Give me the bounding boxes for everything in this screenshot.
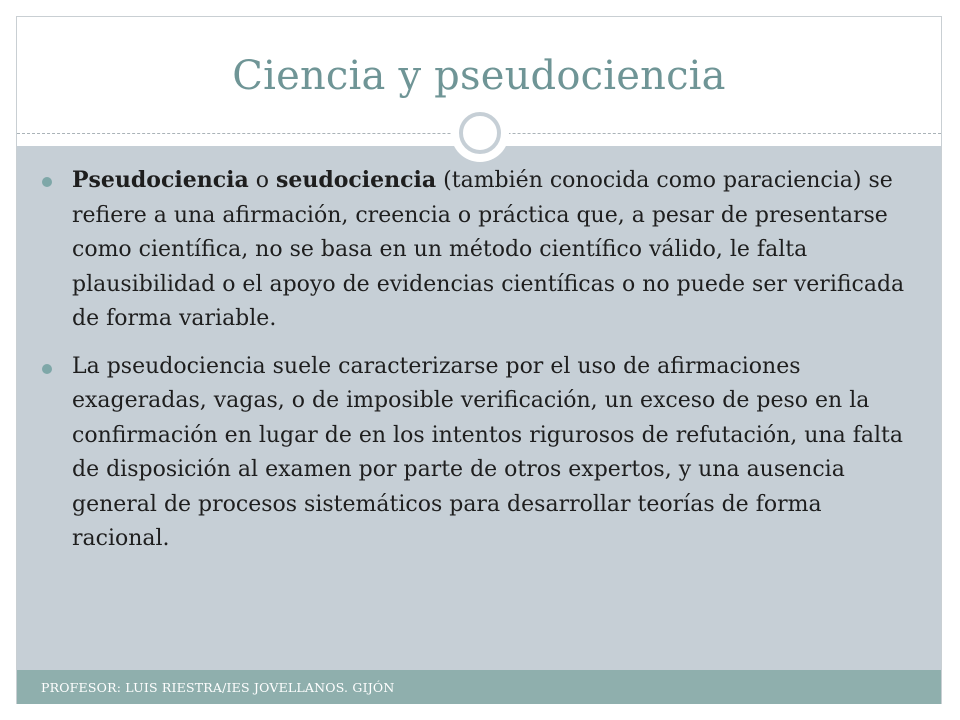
bullet-item-1 xyxy=(36,163,916,337)
footer-credit: PROFESOR: LUIS RIESTRA/IES JOVELLANOS. GIJÓN xyxy=(41,679,395,695)
term-pseudociencia: Pseudociencia xyxy=(72,167,249,193)
bullet-list xyxy=(36,163,916,570)
bullet-dot-icon xyxy=(42,364,52,374)
footer-bar xyxy=(17,670,941,704)
term-seudociencia: seudociencia xyxy=(275,167,437,193)
bullet-dot-icon xyxy=(42,177,52,187)
ring-inner xyxy=(459,112,501,154)
slide-title: Ciencia y pseudociencia xyxy=(232,52,726,99)
ring-ornament-icon xyxy=(451,104,509,162)
bullet-item-2 xyxy=(36,350,916,557)
bullet-text-1: (también conocida como paraciencia) se refiere a una afirmación, creencia o práctica que, a pesar de presentarse como científica, no se basa en un método científico válido, le falta plausibilidad o el apoyo de evidencias científicas o no puede ser verificada de forma variable. xyxy=(72,168,905,331)
term-connector: o xyxy=(248,168,276,193)
bullet-text-2: La pseudociencia suele caracterizarse por el uso de afirmaciones exageradas, vagas, o de imposible verificación, un exceso de peso en la confirmación en lugar de en los intentos rigurosos de refutación, una falta de disposición al examen por parte de otros expertos, y una ausencia general de procesos sistemáticos para desarrollar teorías de forma racional. xyxy=(72,353,903,551)
